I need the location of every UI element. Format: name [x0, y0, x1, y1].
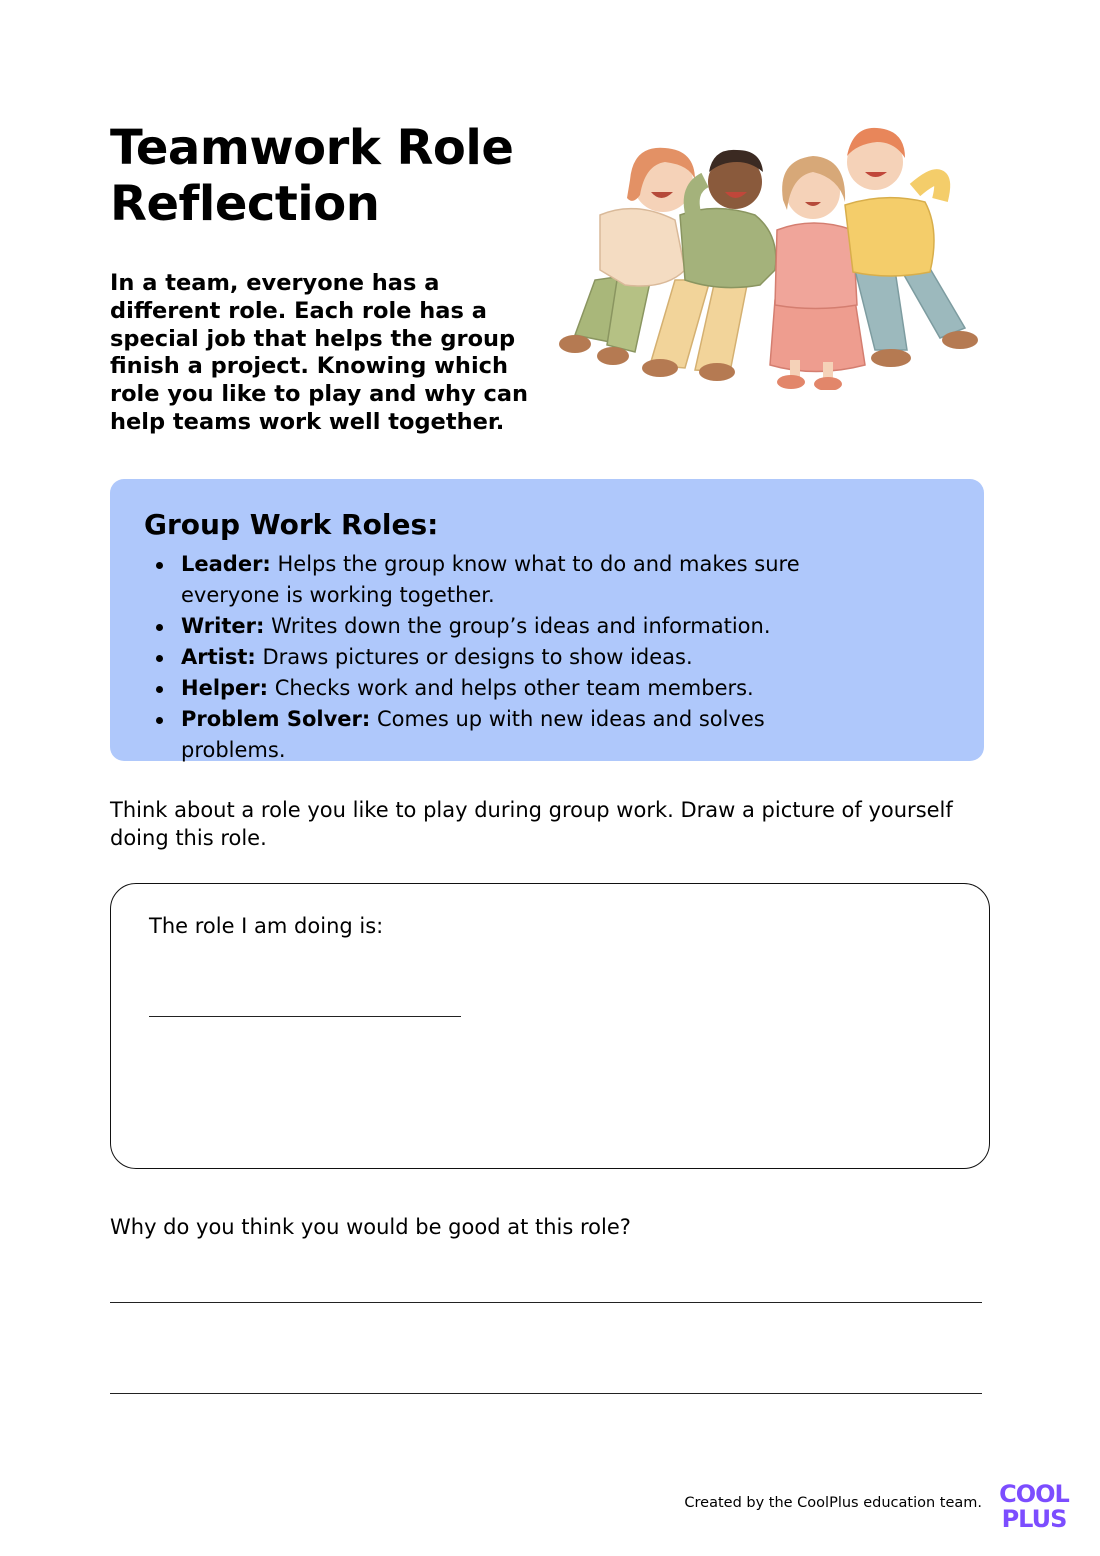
role-term: Helper:: [181, 676, 269, 700]
bullet-icon: [156, 562, 163, 569]
footer-credit: Created by the CoolPlus education team.: [684, 1495, 982, 1511]
role-description: Comes up with new ideas and solves problems.: [181, 707, 765, 762]
bullet-icon: [156, 717, 163, 724]
role-item-writer: [144, 611, 831, 642]
role-term: Artist:: [181, 645, 256, 669]
role-item-problem-solver: [144, 704, 831, 766]
bullet-icon: [156, 686, 163, 693]
role-term: Writer:: [181, 614, 265, 638]
role-description: Helps the group know what to do and makes sure everyone is working together.: [181, 552, 800, 607]
role-description: Writes down the group’s ideas and information.: [264, 614, 771, 638]
reflection-question: Why do you think you would be good at this role?: [110, 1215, 631, 1239]
role-description: Draws pictures or designs to show ideas.: [255, 645, 693, 669]
page-title: Teamwork Role Reflection: [110, 120, 514, 232]
role-item-artist: [144, 642, 831, 673]
role-term: Leader:: [181, 552, 271, 576]
drawing-prompt: Think about a role you like to play during group work. Draw a picture of yourself doing this role.: [110, 798, 953, 850]
children-group-illustration: [555, 120, 990, 390]
svg-text:COOL: COOL: [999, 1480, 1069, 1508]
role-label: The role I am doing is:: [149, 914, 384, 938]
bullet-icon: [156, 624, 163, 631]
role-term: Problem Solver:: [181, 707, 371, 731]
role-description: Checks work and helps other team members.: [268, 676, 754, 700]
role-answer-line[interactable]: [149, 1016, 461, 1017]
answer-line-1[interactable]: [110, 1302, 982, 1303]
roles-list: [144, 549, 950, 766]
svg-text:PLUS: PLUS: [1001, 1505, 1067, 1530]
child-3-figure: [770, 156, 865, 390]
intro-paragraph: In a team, everyone has a different role. Each role has a special job that helps the group finish a project. Knowing which role you like to play and why can help teams work well together.: [110, 270, 529, 435]
role-item-leader: [144, 549, 831, 611]
role-item-helper: [144, 673, 831, 704]
roles-heading: Group Work Roles:: [144, 508, 439, 541]
bullet-icon: [156, 655, 163, 662]
coolplus-logo: [995, 1478, 1073, 1530]
group-work-roles-panel: [110, 479, 984, 761]
drawing-area[interactable]: [110, 883, 990, 1169]
answer-line-2[interactable]: [110, 1393, 982, 1394]
child-4-figure: [845, 128, 978, 367]
